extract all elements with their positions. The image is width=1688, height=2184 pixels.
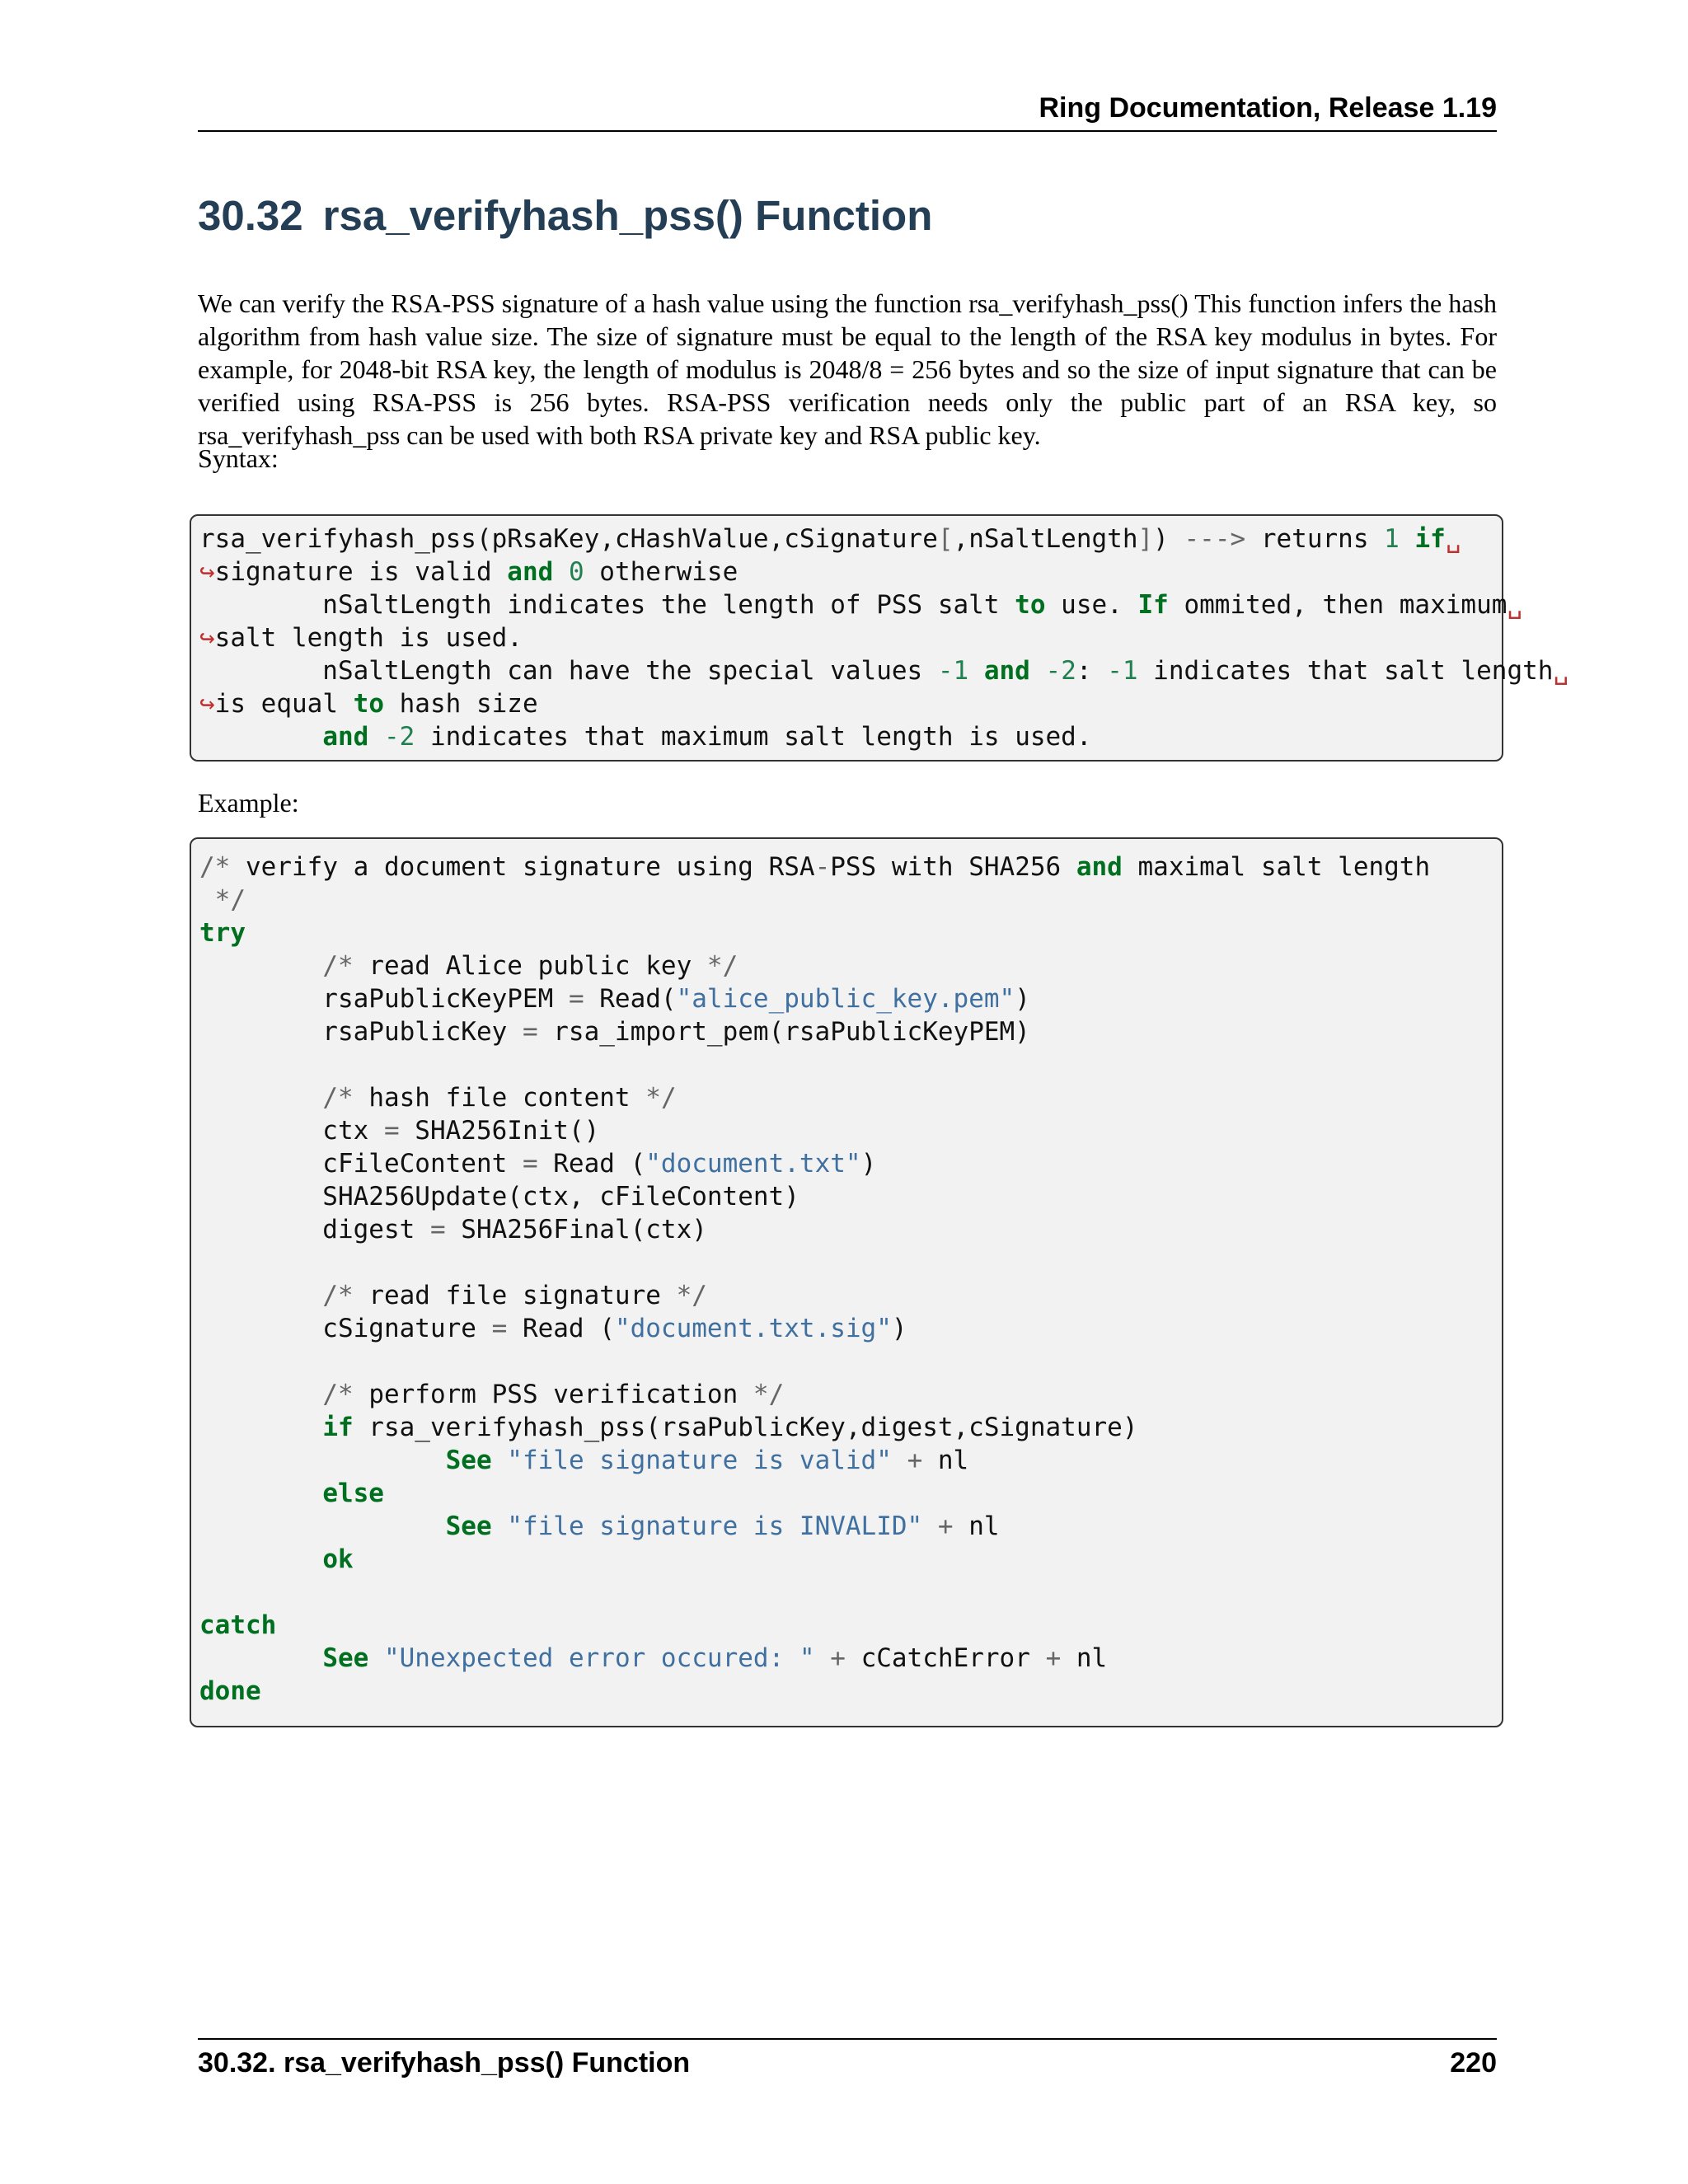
section-number: 30.32 [198, 192, 303, 239]
header-divider [198, 130, 1497, 132]
line-wrap-marker: ␣ [1445, 524, 1461, 554]
footer-divider [198, 2038, 1497, 2040]
syntax-code [191, 516, 1569, 753]
code-line: SHA256Update(ctx, cFileContent) [199, 1182, 799, 1212]
code-line: done [199, 1676, 261, 1706]
example-code [191, 839, 1502, 1708]
page-number: 220 [1450, 2047, 1497, 2079]
code-line: ctx = SHA256Init() [199, 1116, 600, 1146]
code-line: rsaPublicKey = rsa_import_pem(rsaPublicKeyPEM) [199, 1017, 1030, 1047]
code-line: cSignature = Read ("document.txt.sig") [199, 1314, 907, 1343]
code-line: ↪is equal to hash size [199, 689, 538, 719]
code-line: else [322, 1479, 384, 1508]
syntax-label: Syntax: [198, 443, 279, 473]
line-continuation-icon: ↪ [199, 557, 215, 587]
code-line: try [199, 918, 246, 948]
section-title-text: rsa_verifyhash_pss() Function [322, 192, 933, 239]
code-line: digest = SHA256Final(ctx) [199, 1215, 707, 1244]
code-line: ↪signature is valid and 0 otherwise [199, 557, 738, 587]
code-line: See "file signature is INVALID" + nl [445, 1511, 1000, 1541]
code-line: ok [322, 1544, 354, 1574]
code-line: See "Unexpected error occured: " + cCatchError + nl [322, 1643, 1108, 1673]
example-label: Example: [198, 788, 299, 818]
line-continuation-icon: ↪ [199, 689, 215, 719]
code-line: */ [214, 885, 246, 915]
code-line: /* hash file content */ [322, 1083, 677, 1113]
section-heading [198, 191, 932, 240]
code-line: if rsa_verifyhash_pss(rsaPublicKey,digest,cSignature) [322, 1413, 1138, 1442]
line-continuation-icon: ↪ [199, 623, 215, 653]
code-line: See "file signature is valid" + nl [445, 1446, 969, 1475]
code-line: ↪salt length is used. [199, 623, 523, 653]
code-line: cFileContent = Read ("document.txt") [199, 1149, 877, 1179]
footer-section-title: 30.32. rsa_verifyhash_pss() Function [198, 2047, 691, 2079]
code-line: /* read file signature */ [322, 1281, 707, 1310]
syntax-code-block[interactable] [190, 514, 1569, 762]
code-line: rsaPublicKeyPEM = Read("alice_public_key.pem") [199, 984, 1030, 1014]
intro-paragraph: We can verify the RSA-PSS signature of a hash value using the function rsa_verifyhash_pss() This function infers the hash algorithm from hash value size. The size of signature must be equal to the length of the RSA key modulus in bytes. For example, for 2048-bit RSA key, the length of modulus is 2048/8 = 256 bytes and so the size of input signature that can be verified using RSA-PSS is 256 bytes. RSA-PSS verification needs only the public part of an RSA key, so rsa_verifyhash_pss can be used with both RSA private key and RSA public key. [198, 288, 1497, 450]
code-line: nSaltLength can have the special values -1 and -2: -1 indicates that salt length␣ [199, 656, 1569, 686]
code-line: /* verify a document signature using RSA-PSS with SHA256 and maximal salt length [199, 852, 1431, 882]
code-line: rsa_verifyhash_pss(pRsaKey,cHashValue,cSignature[,nSaltLength]) ---> returns 1 if␣ [199, 524, 1461, 554]
example-code-block[interactable] [190, 837, 1503, 1727]
code-line: nSaltLength indicates the length of PSS salt to use. If ommited, then maximum␣ [199, 590, 1523, 620]
running-header-title: Ring Documentation, Release 1.19 [1039, 92, 1497, 124]
code-line: /* read Alice public key */ [322, 951, 738, 981]
line-wrap-marker: ␣ [1553, 656, 1569, 686]
code-line: catch [199, 1610, 277, 1640]
line-wrap-marker: ␣ [1507, 590, 1523, 620]
code-line: and -2 indicates that maximum salt length is used. [322, 722, 1092, 752]
code-line: /* perform PSS verification */ [322, 1380, 785, 1409]
